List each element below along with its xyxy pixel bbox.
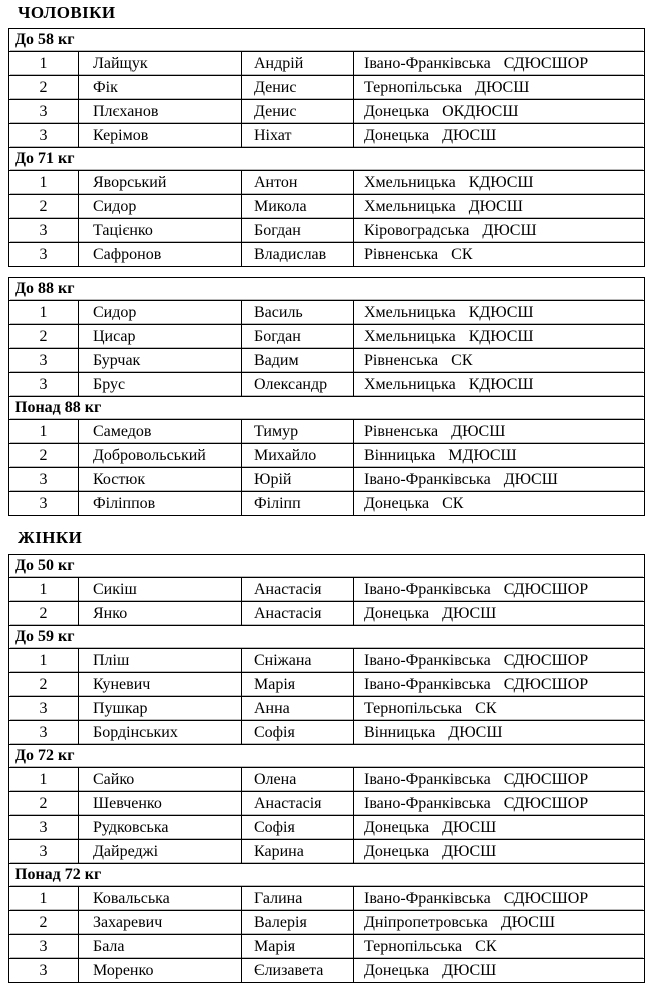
region-label: Тернопільська: [364, 938, 463, 955]
region-club-cell: [354, 349, 644, 372]
surname-cell: Сафронов: [79, 243, 242, 266]
region-club-cell: [354, 325, 644, 348]
place-cell: 3: [9, 243, 79, 266]
place-cell: 3: [9, 935, 79, 958]
club-label: МДЮСШ: [448, 447, 517, 464]
firstname-cell: Валерія: [242, 911, 354, 934]
club-label: КДЮСШ: [468, 174, 534, 191]
firstname-cell: Ніхат: [242, 124, 354, 147]
surname-cell: Бордінських: [79, 721, 242, 744]
place-cell: 2: [9, 76, 79, 99]
club-label: ДЮСШ: [442, 819, 497, 836]
region-label: Донецька: [364, 843, 430, 860]
club-label: ДЮСШ: [475, 79, 530, 96]
surname-cell: Моренко: [79, 959, 242, 982]
firstname-cell: Олександр: [242, 373, 354, 396]
region-label: Донецька: [364, 819, 430, 836]
surname-cell: Сидор: [79, 195, 242, 218]
firstname-cell: Галина: [242, 887, 354, 910]
region-club-cell: [354, 243, 644, 266]
table-row: [9, 672, 644, 696]
firstname-cell: Микола: [242, 195, 354, 218]
place-cell: 3: [9, 124, 79, 147]
region-label: Івано-Франківська: [364, 652, 491, 669]
place-cell: 1: [9, 578, 79, 601]
region-label: Івано-Франківська: [364, 676, 491, 693]
region-club-cell: [354, 792, 644, 815]
firstname-cell: Вадим: [242, 349, 354, 372]
club-label: ДЮСШ: [442, 127, 497, 144]
region-club-cell: [354, 578, 644, 601]
table-row: [9, 419, 644, 443]
firstname-cell: Юрій: [242, 468, 354, 491]
firstname-cell: Анна: [242, 697, 354, 720]
region-club-cell: [354, 52, 644, 75]
place-cell: 1: [9, 649, 79, 672]
surname-cell: Дайреджі: [79, 840, 242, 863]
firstname-cell: Сніжана: [242, 649, 354, 672]
region-club-cell: [354, 816, 644, 839]
club-label: СК: [442, 495, 464, 512]
firstname-cell: Карина: [242, 840, 354, 863]
region-label: Івано-Франківська: [364, 795, 491, 812]
men-section-title: ЧОЛОВІКИ: [18, 3, 116, 22]
place-cell: 1: [9, 301, 79, 324]
club-label: СК: [451, 352, 473, 369]
region-club-cell: [354, 911, 644, 934]
region-club-cell: [354, 768, 644, 791]
region-label: Івано-Франківська: [364, 771, 491, 788]
table-row: [9, 577, 644, 601]
table-row: [9, 467, 644, 491]
place-cell: 1: [9, 52, 79, 75]
region-label: Рівненська: [364, 246, 439, 263]
firstname-cell: Софія: [242, 816, 354, 839]
table-row: [9, 720, 644, 744]
club-label: ДЮСШ: [482, 222, 537, 239]
region-club-cell: [354, 219, 644, 242]
region-label: Донецька: [364, 103, 430, 120]
women-results-table: [8, 554, 645, 983]
firstname-cell: Владислав: [242, 243, 354, 266]
surname-cell: Самедов: [79, 420, 242, 443]
surname-cell: Захаревич: [79, 911, 242, 934]
firstname-cell: Олена: [242, 768, 354, 791]
club-label: ДЮСШ: [442, 605, 497, 622]
region-label: Рівненська: [364, 423, 439, 440]
region-club-cell: [354, 673, 644, 696]
region-label: Донецька: [364, 962, 430, 979]
place-cell: 3: [9, 816, 79, 839]
region-club-cell: [354, 124, 644, 147]
weight-category-header: Понад 72 кг: [9, 863, 644, 886]
region-label: Донецька: [364, 605, 430, 622]
region-club-cell: [354, 444, 644, 467]
club-label: ДЮСШ: [442, 843, 497, 860]
table-row: [9, 886, 644, 910]
club-label: КДЮСШ: [468, 376, 534, 393]
place-cell: 3: [9, 959, 79, 982]
firstname-cell: Анастасія: [242, 602, 354, 625]
place-cell: 3: [9, 468, 79, 491]
firstname-cell: Анастасія: [242, 578, 354, 601]
region-club-cell: [354, 959, 644, 982]
place-cell: 2: [9, 195, 79, 218]
table-row: [9, 170, 644, 194]
surname-cell: Сикіш: [79, 578, 242, 601]
surname-cell: Бала: [79, 935, 242, 958]
surname-cell: Тацієнко: [79, 219, 242, 242]
region-label: Кіровоградська: [364, 222, 470, 239]
men-results-table-1: [8, 28, 645, 267]
region-label: Хмельницька: [364, 328, 456, 345]
surname-cell: Яворський: [79, 171, 242, 194]
club-label: КДЮСШ: [468, 328, 534, 345]
place-cell: 3: [9, 373, 79, 396]
surname-cell: Костюк: [79, 468, 242, 491]
table-row: [9, 51, 644, 75]
firstname-cell: Філіпп: [242, 492, 354, 515]
surname-cell: Лайщук: [79, 52, 242, 75]
table-row: [9, 372, 644, 396]
surname-cell: Сидор: [79, 301, 242, 324]
region-club-cell: [354, 301, 644, 324]
table-row: [9, 123, 644, 147]
weight-category-header: До 71 кг: [9, 147, 644, 170]
club-label: КДЮСШ: [468, 304, 534, 321]
table-row: [9, 194, 644, 218]
surname-cell: Янко: [79, 602, 242, 625]
table-row: [9, 443, 644, 467]
club-label: СДЮСШОР: [503, 581, 589, 598]
surname-cell: Плєханов: [79, 100, 242, 123]
surname-cell: Фік: [79, 76, 242, 99]
region-club-cell: [354, 492, 644, 515]
firstname-cell: Василь: [242, 301, 354, 324]
table-row: [9, 910, 644, 934]
place-cell: 2: [9, 673, 79, 696]
club-label: ДЮСШ: [448, 724, 503, 741]
region-club-cell: [354, 649, 644, 672]
region-club-cell: [354, 171, 644, 194]
place-cell: 2: [9, 792, 79, 815]
region-club-cell: [354, 373, 644, 396]
table-row: [9, 242, 644, 266]
region-label: Рівненська: [364, 352, 439, 369]
region-club-cell: [354, 76, 644, 99]
weight-category-header: До 59 кг: [9, 625, 644, 648]
region-label: Хмельницька: [364, 376, 456, 393]
surname-cell: Куневич: [79, 673, 242, 696]
surname-cell: Бурчак: [79, 349, 242, 372]
men-results-table-2: [8, 277, 645, 516]
region-label: Івано-Франківська: [364, 890, 491, 907]
table-row: [9, 815, 644, 839]
firstname-cell: Анастасія: [242, 792, 354, 815]
region-label: Донецька: [364, 127, 430, 144]
firstname-cell: Богдан: [242, 219, 354, 242]
region-label: Хмельницька: [364, 198, 456, 215]
firstname-cell: Андрій: [242, 52, 354, 75]
place-cell: 3: [9, 349, 79, 372]
place-cell: 3: [9, 840, 79, 863]
club-label: СДЮСШОР: [503, 652, 589, 669]
surname-cell: Рудковська: [79, 816, 242, 839]
region-label: Івано-Франківська: [364, 581, 491, 598]
table-row: [9, 696, 644, 720]
table-row: [9, 601, 644, 625]
weight-category-header: До 72 кг: [9, 744, 644, 767]
firstname-cell: Марія: [242, 935, 354, 958]
place-cell: 1: [9, 887, 79, 910]
women-section-title: ЖІНКИ: [18, 528, 83, 547]
club-label: ОКДЮСШ: [442, 103, 519, 120]
firstname-cell: Денис: [242, 76, 354, 99]
region-label: Івано-Франківська: [364, 55, 491, 72]
table-row: [9, 791, 644, 815]
place-cell: 2: [9, 911, 79, 934]
place-cell: 1: [9, 171, 79, 194]
place-cell: 2: [9, 602, 79, 625]
region-club-cell: [354, 602, 644, 625]
club-label: СДЮСШОР: [503, 771, 589, 788]
place-cell: 2: [9, 325, 79, 348]
surname-cell: Цисар: [79, 325, 242, 348]
region-label: Донецька: [364, 495, 430, 512]
firstname-cell: Єлизавета: [242, 959, 354, 982]
region-club-cell: [354, 100, 644, 123]
firstname-cell: Софія: [242, 721, 354, 744]
surname-cell: Керімов: [79, 124, 242, 147]
place-cell: 1: [9, 768, 79, 791]
region-club-cell: [354, 840, 644, 863]
region-label: Хмельницька: [364, 304, 456, 321]
table-row: [9, 648, 644, 672]
place-cell: 3: [9, 100, 79, 123]
surname-cell: Пушкар: [79, 697, 242, 720]
table-row: [9, 75, 644, 99]
weight-category-header: До 50 кг: [15, 557, 75, 574]
club-label: СДЮСШОР: [503, 795, 589, 812]
region-club-cell: [354, 935, 644, 958]
place-cell: 3: [9, 697, 79, 720]
firstname-cell: Денис: [242, 100, 354, 123]
place-cell: 3: [9, 492, 79, 515]
table-row: [9, 99, 644, 123]
place-cell: 1: [9, 420, 79, 443]
surname-cell: Добровольський: [79, 444, 242, 467]
club-label: СК: [475, 938, 497, 955]
surname-cell: Ковальська: [79, 887, 242, 910]
place-cell: 2: [9, 444, 79, 467]
region-label: Тернопільська: [364, 79, 463, 96]
club-label: СК: [451, 246, 473, 263]
place-cell: 3: [9, 219, 79, 242]
region-club-cell: [354, 195, 644, 218]
region-club-cell: [354, 697, 644, 720]
club-label: СДЮСШОР: [503, 676, 589, 693]
region-club-cell: [354, 420, 644, 443]
place-cell: 3: [9, 721, 79, 744]
table-row: [9, 300, 644, 324]
table-row: [9, 324, 644, 348]
surname-cell: Шевченко: [79, 792, 242, 815]
club-label: СК: [475, 700, 497, 717]
club-label: ДЮСШ: [500, 914, 555, 931]
surname-cell: Брус: [79, 373, 242, 396]
region-label: Тернопільська: [364, 700, 463, 717]
table-row: [9, 218, 644, 242]
surname-cell: Сайко: [79, 768, 242, 791]
club-label: ДЮСШ: [451, 423, 506, 440]
club-label: ДЮСШ: [468, 198, 523, 215]
surname-cell: Філіппов: [79, 492, 242, 515]
club-label: СДЮСШОР: [503, 890, 589, 907]
weight-category-header: До 88 кг: [15, 280, 75, 297]
region-label: Вінницька: [364, 447, 436, 464]
club-label: СДЮСШОР: [503, 55, 589, 72]
table-row: [9, 839, 644, 863]
club-label: ДЮСШ: [442, 962, 497, 979]
firstname-cell: Марія: [242, 673, 354, 696]
firstname-cell: Михайло: [242, 444, 354, 467]
surname-cell: Пліш: [79, 649, 242, 672]
table-row: [9, 348, 644, 372]
firstname-cell: Богдан: [242, 325, 354, 348]
table-row: [9, 958, 644, 982]
region-club-cell: [354, 887, 644, 910]
region-club-cell: [354, 721, 644, 744]
region-label: Хмельницька: [364, 174, 456, 191]
firstname-cell: Антон: [242, 171, 354, 194]
table-row: [9, 767, 644, 791]
region-label: Івано-Франківська: [364, 471, 491, 488]
region-label: Вінницька: [364, 724, 436, 741]
table-row: [9, 491, 644, 515]
region-club-cell: [354, 468, 644, 491]
firstname-cell: Тимур: [242, 420, 354, 443]
table-row: [9, 934, 644, 958]
weight-category-header: До 58 кг: [15, 31, 75, 48]
weight-category-header: Понад 88 кг: [9, 396, 644, 419]
club-label: ДЮСШ: [503, 471, 558, 488]
region-label: Дніпропетровська: [364, 914, 488, 931]
